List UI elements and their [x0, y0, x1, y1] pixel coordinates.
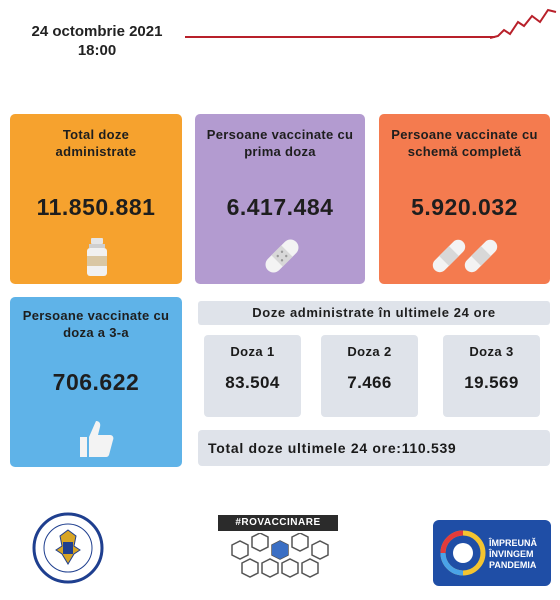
card-total-value: 11.850.881 [36, 194, 156, 220]
last24-total-value: 110.539 [401, 440, 457, 456]
double-bandage-icon [429, 234, 503, 278]
bandage-icon [260, 234, 304, 278]
dose-1-value: 83.504 [225, 373, 280, 392]
last24-total-label: Total doze ultimele 24 ore: [208, 440, 402, 456]
card-first-value: 6.417.484 [226, 194, 334, 220]
report-time: 18:00 [77, 42, 117, 59]
card-third-value: 706.622 [52, 369, 140, 395]
cncav-logo [433, 520, 551, 586]
vaccine-vial-icon [84, 238, 110, 278]
rovaccinare-tag: #ROVACCINARE [218, 515, 338, 531]
last24-title: Doze administrate în ultimele 24 ore [198, 301, 550, 325]
dose-1-label: Doza 1 [230, 344, 275, 359]
card-complete-scheme [379, 114, 550, 284]
card-total-title: Total doze administrate [55, 127, 137, 159]
thumbs-up-icon [76, 417, 116, 459]
rovaccinare-logo [218, 515, 338, 581]
card-full-title: Persoane vaccinate cu schemă completă [391, 127, 538, 159]
dose-2-label: Doza 2 [347, 344, 392, 359]
card-third-dose [10, 297, 182, 467]
report-datetime [12, 22, 182, 60]
report-date: 24 octombrie 2021 [31, 23, 163, 40]
dose-1-box [204, 335, 301, 417]
cncav-slogan: ÎMPREUNĂ ÎNVINGEM PANDEMIA [489, 538, 538, 570]
dose-2-box [321, 335, 418, 417]
card-total-doses [10, 114, 182, 284]
dose-2-value: 7.466 [347, 373, 392, 392]
header [0, 0, 560, 70]
card-first-title: Persoane vaccinate cu prima doza [206, 127, 354, 159]
header-divider [185, 36, 495, 38]
card-full-value: 5.920.032 [411, 194, 518, 220]
government-seal-logo [32, 512, 104, 584]
card-first-dose [195, 114, 365, 284]
dose-3-box [443, 335, 540, 417]
card-third-title: Persoane vaccinate cu doza a 3-a [22, 308, 170, 340]
dose-3-value: 19.569 [464, 373, 519, 392]
hexagon-icons-graphic [218, 533, 338, 581]
trend-line-icon [490, 8, 558, 42]
dose-3-label: Doza 3 [469, 344, 514, 359]
last24-total [198, 430, 550, 466]
cncav-emblem-icon [439, 526, 487, 580]
